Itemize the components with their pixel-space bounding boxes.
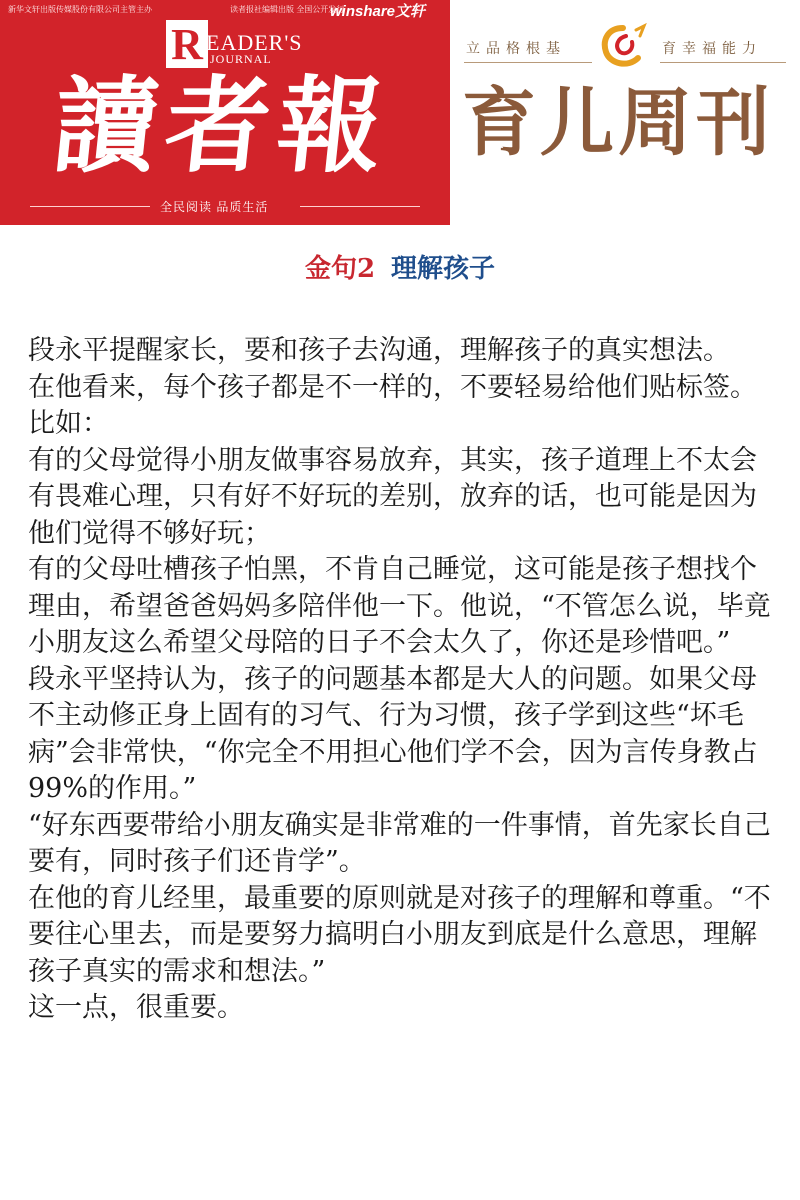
readers-journal-masthead [0, 0, 450, 225]
section-title-number: 金句2 [304, 254, 376, 284]
article-paragraph: 段永平提醒家长，要和孩子去沟通，理解孩子的真实想法。 [28, 335, 730, 366]
article-paragraph: 有的父母觉得小朋友做事容易放弃，其实，孩子道理上不太会有畏难心理，只有好不好玩的差别，放弃的话，也可能是因为他们觉得不够好玩； [28, 444, 757, 549]
article-paragraph: “好东西要带给小朋友确实是非常难的一件事情，首先家长自己要有，同时孩子们还肯学”。 [28, 809, 771, 877]
tagline-right: 育幸福能力 [662, 41, 762, 57]
issuer-small-print: 读者报社编辑出版 全国公开发行 [230, 5, 345, 14]
header-banner [0, 0, 800, 225]
readers-journal-name: EADER'S [206, 30, 303, 55]
swirl-logo-icon [596, 22, 650, 70]
article-paragraph: 在他看来，每个孩子都是不一样的，不要轻易给他们贴标签。比如： [28, 371, 757, 439]
article-paragraph: 段永平坚持认为，孩子的问题基本都是大人的问题。如果父母不主动修正身上固有的习气、行为习惯，孩子学到这些“坏毛病”会非常快，“你完全不用担心他们学不会，因为言传身教占99%的作用。” [28, 663, 758, 804]
article-paragraph: 这一点，很重要。 [28, 992, 244, 1023]
readers-journal-subname: JOURNAL [210, 52, 272, 66]
readers-journal-initial: R [166, 20, 208, 68]
publisher-small-print: 新华文轩出版传媒股份有限公司主管主办 [8, 5, 152, 14]
tagline-left: 立品格根基 [466, 41, 566, 57]
tagline-rule-right [660, 62, 786, 63]
parenting-weekly-title: 育儿周刊 [462, 80, 774, 166]
parenting-weekly-masthead [450, 0, 800, 225]
winshare-brand: winshare文轩 [330, 3, 426, 20]
article-paragraph: 在他的育儿经里，最重要的原则就是对孩子的理解和尊重。“不要往心里去，而是要努力搞明白小朋友到底是什么意思，理解孩子真实的需求和想法。” [28, 882, 771, 987]
readers-journal-logo-text: 讀者報 [47, 64, 397, 187]
article-paragraph: 有的父母吐槽孩子怕黑，不肯自己睡觉，这可能是孩子想找个理由，希望爸爸妈妈多陪伴他一下。他说，“不管怎么说，毕竟小朋友这么希望父母陪的日子不会太久了，你还是珍惜吧。” [28, 554, 771, 658]
section-title [0, 252, 800, 286]
article-body [28, 333, 778, 1027]
tagline-rule-left [464, 62, 592, 63]
slogan-divider-right [300, 206, 420, 207]
slogan-divider-left [30, 206, 150, 207]
masthead-slogan: 全民阅读 品质生活 [160, 200, 269, 214]
section-title-topic: 理解孩子 [391, 254, 496, 284]
